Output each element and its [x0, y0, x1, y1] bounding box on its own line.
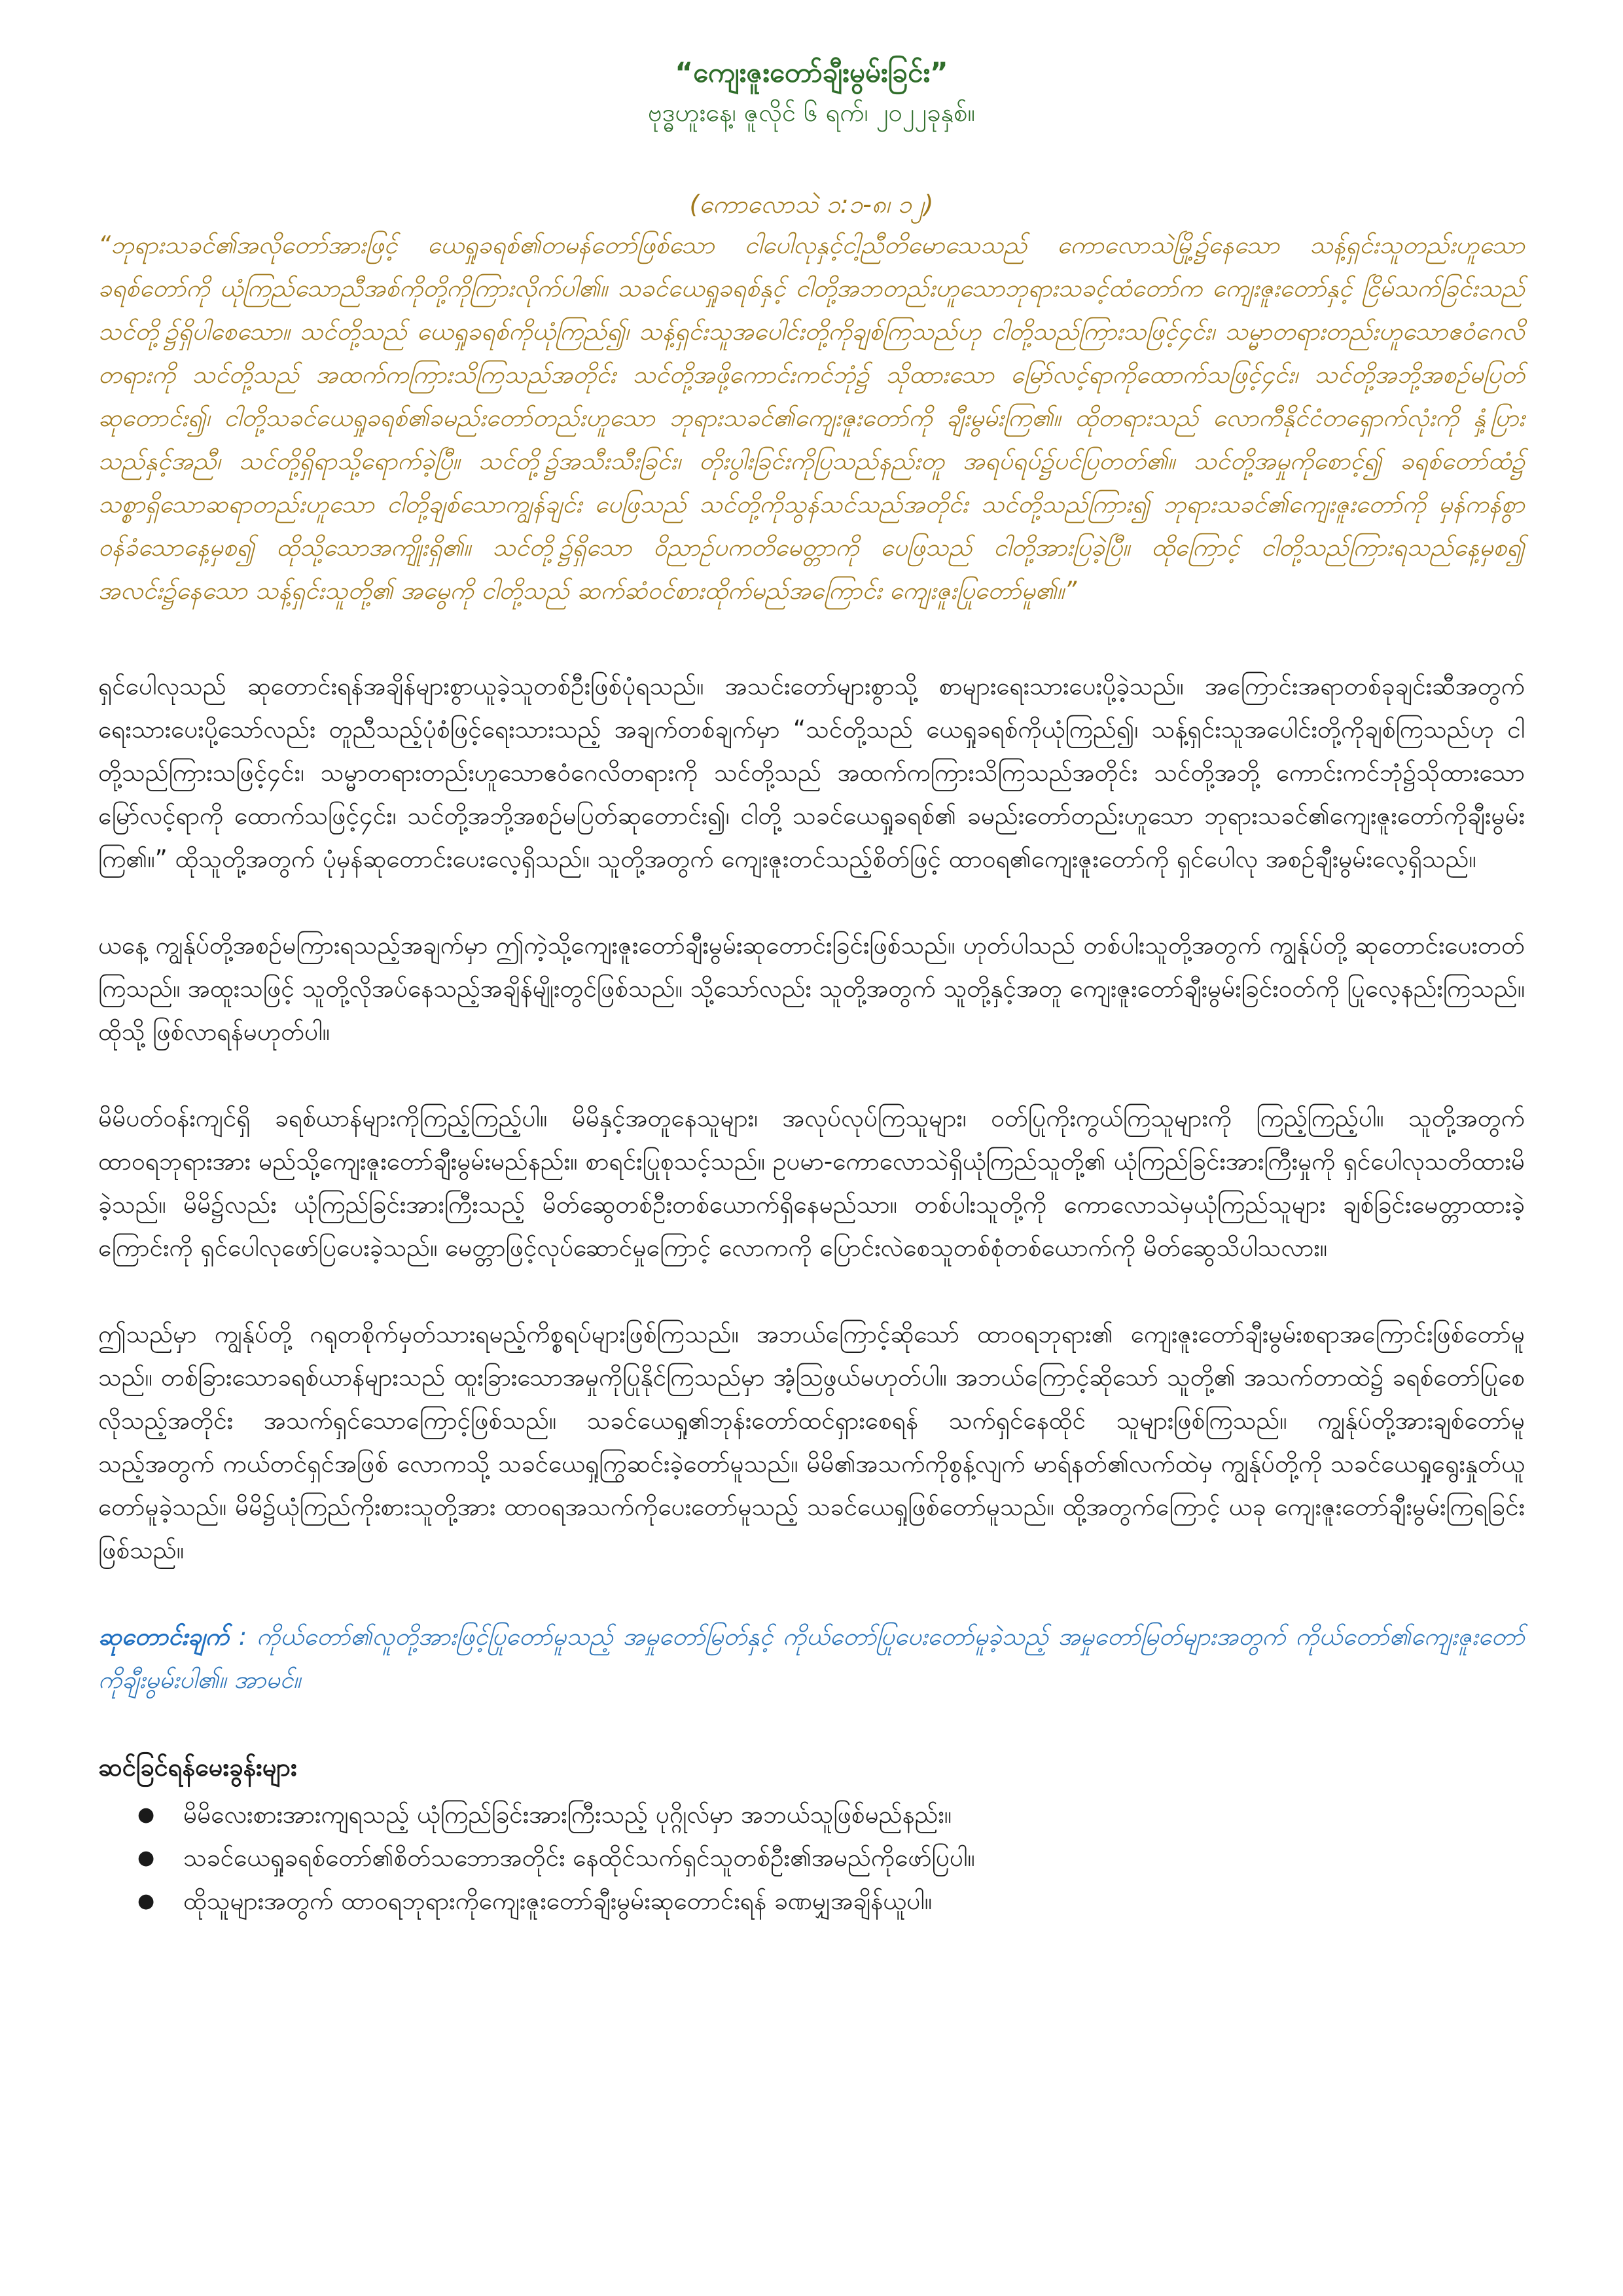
body-paragraph-4: ဤသည်မှာ ကျွန်ုပ်တို့ ဂရုတစိုက်မှတ်သားရမည့်ကိစ္စရပ်များဖြစ်ကြသည်။ အဘယ်ကြောင့်ဆိုသော် ထာဝရဘုရား၏ ကျေးဇူးတော်ချီးမွမ်းစရာအကြောင်းဖြစ်တော်မူသည်။ တစ်ခြားသောခရစ်ယာန်များသည် ထူးခြားသောအမှုကိုပြုနိုင်ကြသည်မှာ အံ့သြဖွယ်မဟုတ်ပါ။ အဘယ်ကြောင့်ဆိုသော် သူတို့၏ အသက်တာထဲ၌ ခရစ်တော်ပြုစေလိုသည့်အတိုင်း အသက်ရှင်သောကြောင့်ဖြစ်သည်။ သခင်ယေရှု၏ဘုန်းတော်ထင်ရှားစေရန် သက်ရှင်နေထိုင် သူများဖြစ်ကြသည်။ ကျွန်ုပ်တို့အားချစ်တော်မူသည့်အတွက် ကယ်တင်ရှင်အဖြစ် လောကသို့ သခင်ယေရှုကြွဆင်းခဲ့တော်မူသည်။ မိမိ၏အသက်ကိုစွန့်လျက် မာရ်နတ်၏လက်ထဲမှ ကျွန်ုပ်တို့ကို သခင်ယေရှုရွေးနှုတ်ယူတော်မူခဲ့သည်။ မိမိ၌ယုံကြည်ကိုးစားသူတို့အား ထာဝရအသက်ကိုပေးတော်မူသည့် သခင်ယေရှုဖြစ်တော်မူသည်။ ထို့အတွက်ကြောင့် ယခု ကျေးဇူးတော်ချီးမွမ်းကြရခြင်းဖြစ်သည်။ — [98, 1320, 1525, 1564]
questions-heading: ဆင်ခြင်ရန်မေးခွန်းများ — [98, 1753, 297, 1782]
question-text: သခင်ယေရှုခရစ်တော်၏စိတ်သဘောအတိုင်း နေထိုင်သက်ရှင်သူတစ်ဦး၏အမည်ကိုဖော်ပြပါ။ — [183, 1844, 975, 1872]
list-item — [137, 1880, 1525, 1923]
scripture-reference: (ကောလောသဲ ၁:၁-၈၊ ၁၂) — [689, 190, 934, 219]
questions-list — [98, 1793, 1525, 1923]
body-paragraph-3: မိမိပတ်ဝန်းကျင်ရှိ ခရစ်ယာန်များကိုကြည့်ကြည့်ပါ။ မိမိနှင့်အတူနေသူများ၊ အလုပ်လုပ်ကြသူများ၊ ဝတ်ပြုကိုးကွယ်ကြသူများကို ကြည့်ကြည့်ပါ။ သူတို့အတွက် ထာဝရဘုရားအား မည်သို့ကျေးဇူးတော်ချီးမွမ်းမည်နည်း။ စာရင်းပြုစုသင့်သည်။ ဥပမာ-ကောလောသဲရှိယုံကြည်သူတို့၏ ယုံကြည်ခြင်းအားကြီးမှုကို ရှင်ပေါလုသတိထားမိခဲ့သည်။ မိမိ၌လည်း ယုံကြည်ခြင်းအားကြီးသည့် မိတ်ဆွေတစ်ဦးတစ်ယောက်ရှိနေမည်သာ။ တစ်ပါးသူတို့ကို ကောလောသဲမှယုံကြည်သူများ ချစ်ခြင်းမေတ္တာထားခဲ့ကြောင်းကို ရှင်ပေါလုဖော်ပြပေးခဲ့သည်။ မေတ္တာဖြင့်လုပ်ဆောင်မှုကြောင့် လောကကို ပြောင်းလဲစေသူတစ်စုံတစ်ယောက်ကို မိတ်ဆွေသိပါသလား။ — [98, 1104, 1525, 1262]
bullet-icon: ● — [137, 1890, 155, 1912]
scripture-passage: “ဘုရားသခင်၏အလိုတော်အားဖြင့် ယေရှုခရစ်၏တမန်တော်ဖြစ်သော ငါပေါလုနှင့်ငါ့ညီတိမောသေသည် ကောလောသဲမြို့၌နေသော သန့်ရှင်းသူတည်းဟူသော ခရစ်တော်ကို ယုံကြည်သောညီအစ်ကိုတို့ကိုကြားလိုက်ပါ၏။ သခင်ယေရှုခရစ်နှင့် ငါတို့အဘတည်းဟူသောဘုရားသခင့်ထံတော်က ကျေးဇူးတော်နှင့် ငြိမ်သက်ခြင်းသည် သင်တို့၌ရှိပါစေသော။ သင်တို့သည် ယေရှုခရစ်ကိုယုံကြည်၍၊ သန့်ရှင်းသူအပေါင်းတို့ကိုချစ်ကြသည်ဟု ငါတို့သည်ကြားသဖြင့်၄င်း၊ သမ္မာတရားတည်းဟူသောဧဝံဂေလိတရားကို သင်တို့သည် အထက်ကကြားသိကြသည်အတိုင်း သင်တို့အဖို့ကောင်းကင်ဘုံ၌ သိုထားသော မြော်လင့်ရာကိုထောက်သဖြင့်၄င်း၊ သင်တို့အဘို့အစဉ်မပြတ်ဆုတောင်း၍၊ ငါတို့သခင်ယေရှုခရစ်၏ခမည်းတော်တည်းဟူသော ဘုရားသခင်၏ကျေးဇူးတော်ကို ချီးမွမ်းကြ၏။ ထိုတရားသည် လောကီနိုင်ငံတရှောက်လုံးကို နှံ့ပြားသည်နှင့်အညီ၊ သင်တို့ရှိရာသို့ရောက်ခဲ့ပြီ။ သင်တို့၌အသီးသီးခြင်း၊ တိုးပွါးခြင်းကိုပြသည်နည်းတူ အရပ်ရပ်၌ပင်ပြတတ်၏။ သင်တို့အမှုကိုစောင့်၍ ခရစ်တော်ထံ၌ သစ္စာရှိသောဆရာတည်းဟူသော ငါတို့ချစ်သောကျွန်ချင်း ပေဖြသည် သင်တို့ကိုသွန်သင်သည်အတိုင်း သင်တို့သည်ကြား၍ ဘုရားသခင်၏ကျေးဇူးတော်ကို မှန်ကန်စွာဝန်ခံသောနေ့မှစ၍ ထိုသို့သောအကျိုးရှိ၏။ သင်တို့၌ရှိသော ဝိညာဉ်ပကတိမေတ္တာကို ပေဖြသည် ငါတို့အားပြခဲ့ပြီ။ ထိုကြောင့် ငါတို့သည်ကြားရသည်နေ့မှစ၍ အလင်း၌နေသော သန့်ရှင်းသူတို့၏ အမွေကို ငါတို့သည် ဆက်ဆံဝင်စားထိုက်မည်အကြောင်း ကျေးဇူးပြုတော်မူ၏။” — [98, 231, 1525, 605]
prayer-text: ကိုယ်တော်၏လူတို့အားဖြင့်ပြုတော်မူသည့် အမှုတော်မြတ်နှင့် ကိုယ်တော်ပြုပေးတော်မူခဲ့သည့် အမှုတော်မြတ်များအတွက် ကိုယ်တော်၏ကျေးဇူးတော်ကိုချီးမွမ်းပါ၏။ အာမင်။ — [98, 1623, 1525, 1694]
body-paragraph-1: ရှင်ပေါလုသည် ဆုတောင်းရန်အချိန်များစွာယူခဲ့သူတစ်ဦးဖြစ်ပုံရသည်။ အသင်းတော်များစွာသို့ စာများရေးသားပေးပို့ခဲ့သည်။ အကြောင်းအရာတစ်ခုချင်းဆီအတွက်ရေးသားပေးပို့သော်လည်း တူညီသည့်ပုံစံဖြင့်ရေးသားသည့် အချက်တစ်ချက်မှာ “သင်တို့သည် ယေရှုခရစ်ကိုယုံကြည်၍၊ သန့်ရှင်းသူအပေါင်းတို့ကိုချစ်ကြသည်ဟု ငါတို့သည်ကြားသဖြင့်၄င်း၊ သမ္မာတရားတည်းဟူသောဧဝံဂေလိတရားကို သင်တို့သည် အထက်ကကြားသိကြသည်အတိုင်း သင်တို့အဘို့ ကောင်းကင်ဘုံ၌သိုထားသောမြော်လင့်ရာကို ထောက်သဖြင့်၄င်း၊ သင်တို့အဘို့အစဉ်မပြတ်ဆုတောင်း၍၊ ငါတို့ သခင်ယေရှုခရစ်၏ ခမည်းတော်တည်းဟူသော ဘုရားသခင်၏ကျေးဇူးတော်ကိုချီးမွမ်းကြ၏။” ထိုသူတို့အတွက် ပုံမှန်ဆုတောင်းပေးလေ့ရှိသည်။ သူတို့အတွက် ကျေးဇူးတင်သည့်စိတ်ဖြင့် ထာဝရ၏ကျေးဇူးတော်ကို ရှင်ပေါလု အစဉ်ချီးမွမ်းလေ့ရှိသည်။ — [98, 672, 1525, 873]
body-paragraph-2: ယနေ့ ကျွန်ုပ်တို့အစဉ်မကြားရသည့်အချက်မှာ ဤကဲ့သို့ကျေးဇူးတော်ချီးမွမ်းဆုတောင်းခြင်းဖြစ်သည်။ ဟုတ်ပါသည် တစ်ပါးသူတို့အတွက် ကျွန်ုပ်တို့ ဆုတောင်းပေးတတ်ကြသည်။ အထူးသဖြင့် သူတို့လိုအပ်နေသည့်အချိန်မျိုးတွင်ဖြစ်သည်။ သို့သော်လည်း သူတို့အတွက် သူတို့နှင့်အတူ ကျေးဇူးတော်ချီးမွမ်းခြင်းဝတ်ကို ပြုလေ့နည်းကြသည်။ ထိုသို့ ဖြစ်လာရန်မဟုတ်ပါ။ — [98, 931, 1525, 1046]
prayer-block — [98, 1615, 1525, 1702]
devotional-page — [98, 52, 1525, 1923]
bullet-icon: ● — [137, 1846, 155, 1869]
list-item — [137, 1837, 1525, 1880]
prayer-label: ဆုတောင်းချက် — [98, 1623, 229, 1651]
bullet-icon: ● — [137, 1803, 155, 1826]
prayer-separator: : — [228, 1623, 257, 1651]
question-text: မိမိလေးစားအားကျရသည့် ယုံကြည်ခြင်းအားကြီးသည့် ပုဂ္ဂိုလ်မှာ အဘယ်သူဖြစ်မည်နည်း။ — [183, 1801, 952, 1829]
question-text: ထိုသူများအတွက် ထာဝရဘုရားကိုကျေးဇူးတော်ချီးမွမ်းဆုတောင်းရန် ခဏမျှအချိန်ယူပါ။ — [183, 1887, 932, 1915]
list-item — [137, 1793, 1525, 1837]
page-title: “ကျေးဇူးတော်ချီးမွမ်းခြင်း” — [675, 56, 948, 88]
date-line: ဗုဒ္ဓဟူးနေ့၊ ဇူလိုင် ၆ ရက်၊ ၂၀၂၂ခုနှစ်။ — [648, 98, 975, 127]
